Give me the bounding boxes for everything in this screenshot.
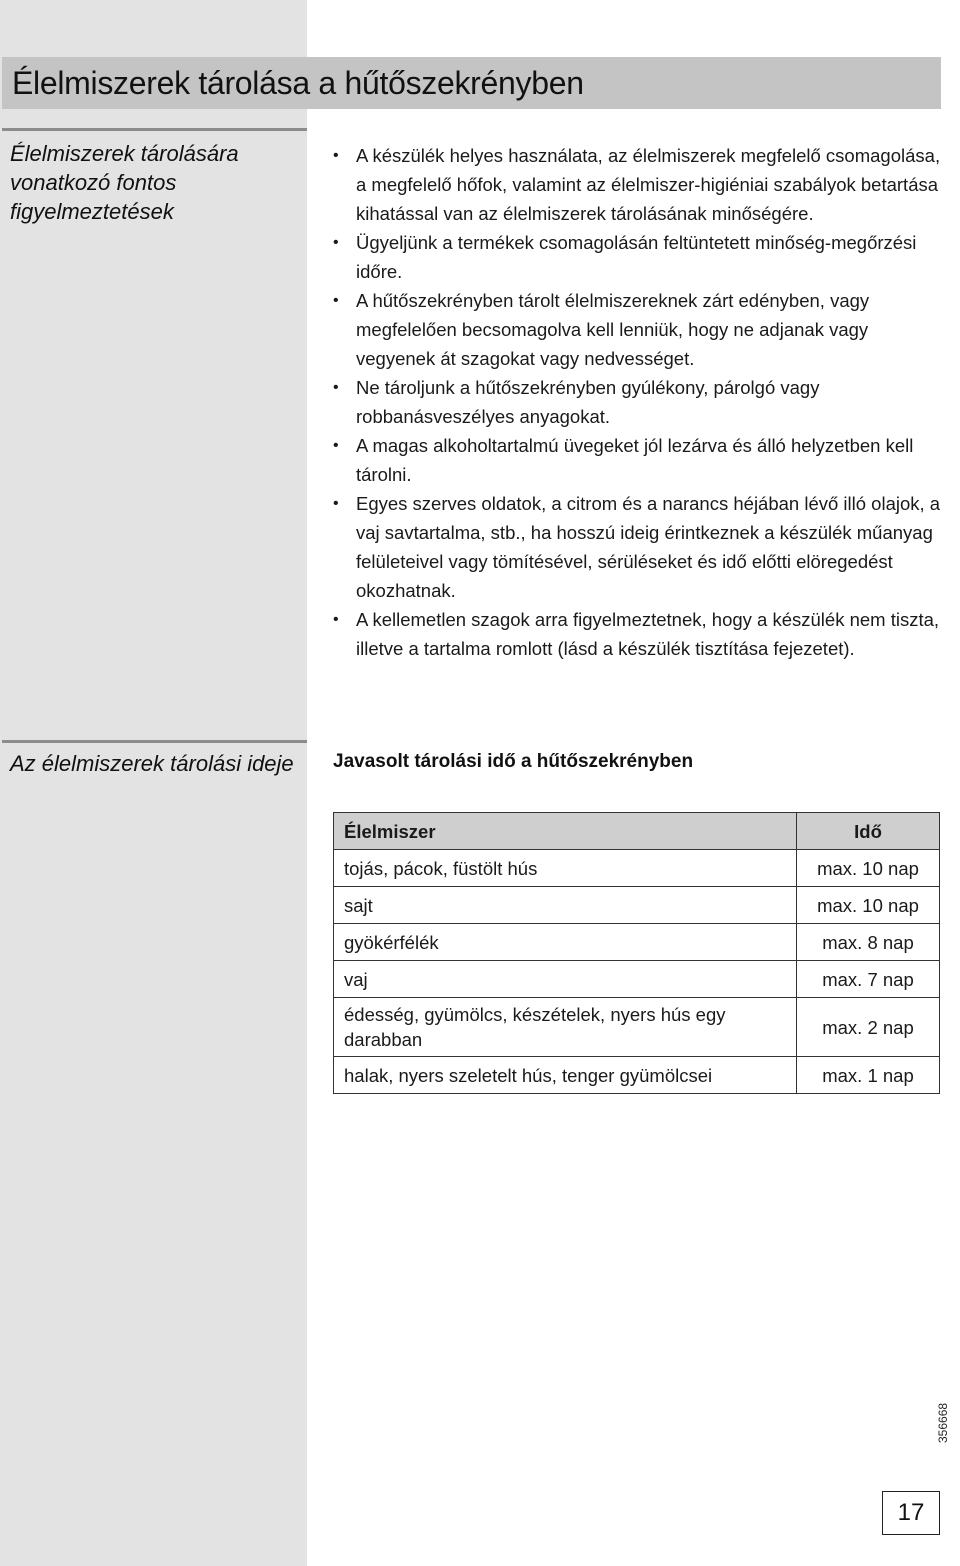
page-number: 17 xyxy=(882,1491,940,1535)
document-code: 356668 xyxy=(936,1402,950,1443)
storage-time-table xyxy=(333,812,940,1094)
time-cell: max. 2 nap xyxy=(797,998,940,1057)
time-cell: max. 1 nap xyxy=(797,1057,940,1094)
table-row xyxy=(334,998,940,1057)
column-header-food: Élelmiszer xyxy=(334,813,797,850)
table-header-row xyxy=(334,813,940,850)
time-cell: max. 7 nap xyxy=(797,961,940,998)
storage-table-heading: Javasolt tárolási idő a hűtőszekrényben xyxy=(333,751,694,772)
sidebar-background xyxy=(0,0,307,1566)
table-row xyxy=(334,961,940,998)
table-row xyxy=(334,1057,940,1094)
list-item: • A készülék helyes használata, az élelmiszerek megfelelő csomagolása, a megfelelő hőfok, valamint az élelmiszer-higiéniai szabályok betartása kihatással van az élelmiszerek tárolásának minőségére. xyxy=(333,141,943,228)
column-header-time: Idő xyxy=(797,813,940,850)
section-divider-warnings xyxy=(2,128,307,131)
title-bar xyxy=(2,57,941,109)
section-label-warnings: Élelmiszerek tárolására vonatkozó fontos figyelmeztetések xyxy=(10,141,239,224)
food-cell: sajt xyxy=(334,887,797,924)
food-cell: vaj xyxy=(334,961,797,998)
page-title: Élelmiszerek tárolása a hűtőszekrényben xyxy=(12,64,584,101)
table-row xyxy=(334,850,940,887)
food-cell: halak, nyers szeletelt hús, tenger gyümölcsei xyxy=(334,1057,797,1094)
list-item: • Ne tároljunk a hűtőszekrényben gyúlékony, párolgó vagy robbanásveszélyes anyagokat. xyxy=(333,373,943,431)
list-item: • A kellemetlen szagok arra figyelmeztetnek, hogy a készülék nem tiszta, illetve a tartalma romlott (lásd a készülék tisztítása fejezetet). xyxy=(333,605,943,663)
list-item: • Egyes szerves oldatok, a citrom és a narancs héjában lévő illó olajok, a vaj savtartalma, stb., ha hosszú ideig érintkeznek a készülék műanyag felületeivel vagy tömítésével, sérüléseket és idő előtti elöregedést okozhatnak. xyxy=(333,489,943,605)
table-row xyxy=(334,924,940,961)
food-cell: tojás, pácok, füstölt hús xyxy=(334,850,797,887)
time-cell: max. 8 nap xyxy=(797,924,940,961)
section-label-storage-time: Az élelmiszerek tárolási ideje xyxy=(10,751,294,776)
section-divider-storage-time xyxy=(2,740,307,743)
time-cell: max. 10 nap xyxy=(797,887,940,924)
list-item: • Ügyeljünk a termékek csomagolásán feltüntetett minőség-megőrzési időre. xyxy=(333,228,943,286)
time-cell: max. 10 nap xyxy=(797,850,940,887)
food-cell: gyökérfélék xyxy=(334,924,797,961)
warnings-list xyxy=(333,141,943,663)
table-row xyxy=(334,887,940,924)
list-item: • A hűtőszekrényben tárolt élelmiszereknek zárt edényben, vagy megfelelően becsomagolva kell lenniük, hogy ne adjanak vagy vegyenek át szagokat vagy nedvességet. xyxy=(333,286,943,373)
list-item: • A magas alkoholtartalmú üvegeket jól lezárva és álló helyzetben kell tárolni. xyxy=(333,431,943,489)
food-cell: édesség, gyümölcs, készételek, nyers hús egy darabban xyxy=(334,998,797,1057)
